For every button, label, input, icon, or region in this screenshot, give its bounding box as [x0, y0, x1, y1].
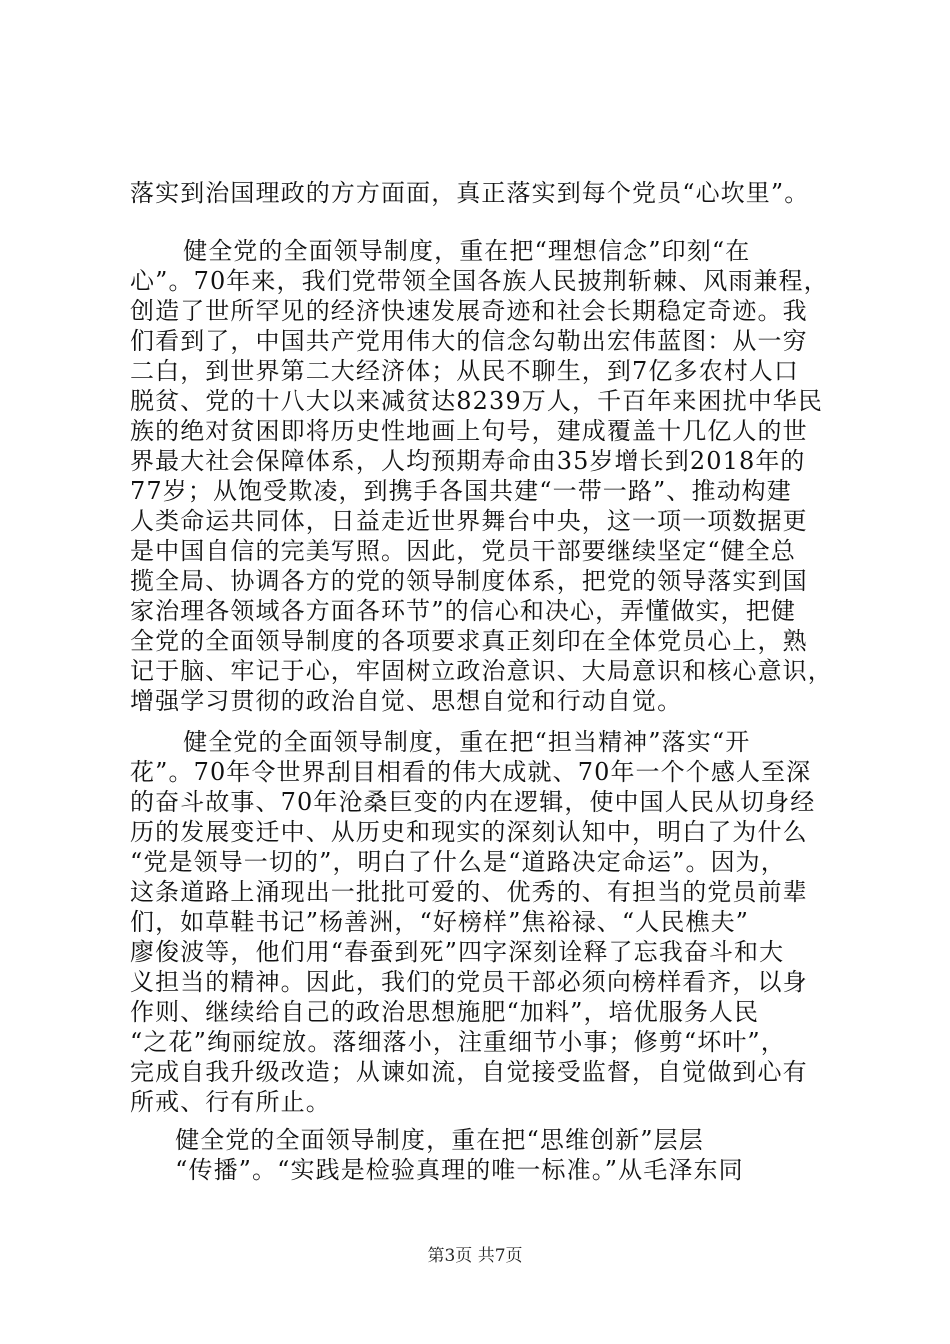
text-line: 是中国自信的完美写照。因此，党员干部要继续坚定“健全总 [130, 537, 796, 565]
text-line: 们，如草鞋书记”杨善洲，“好榜样”焦裕禄、“人民樵夫” [130, 908, 750, 936]
text-line: 所戒、行有所止。 [130, 1088, 331, 1116]
text-line: 创造了世所罕见的经济快速发展奇迹和社会长期稳定奇迹。我 [130, 297, 808, 325]
text-line: 人类命运共同体，日益走近世界舞台中央，这一项一项数据更 [130, 507, 808, 535]
text-line: 记于脑、牢记于心，牢固树立政治意识、大局意识和核心意识， [130, 657, 833, 685]
paragraph-first-line: 健全党的全面领导制度，重在把“思维创新”层层 [150, 1126, 704, 1154]
page-number-footer: 第3页 共7页 [427, 1246, 523, 1266]
text-line: 落实到治国理政的方方面面，真正落实到每个党员“心坎里”。 [130, 179, 810, 207]
text-line: 增强学习贯彻的政治自觉、思想自觉和行动自觉。 [130, 687, 683, 715]
text-line: 脱贫、党的十八大以来减贫达8239万人，千百年来困扰中华民 [130, 387, 823, 415]
text-line: 花”。70年令世界刮目相看的伟大成就、70年一个个感人至深 [130, 758, 812, 786]
text-line: 完成自我升级改造；从谏如流，自觉接受监督，自觉做到心有 [130, 1058, 808, 1086]
text-line: 的奋斗故事、70年沧桑巨变的内在逻辑，使中国人民从切身经 [130, 788, 816, 816]
paragraph-first-line: 健全党的全面领导制度，重在把“担当精神”落实“开 [158, 728, 751, 756]
text-line: 心”。70年来，我们党带领全国各族人民披荆斩棘、风雨兼程， [130, 267, 829, 295]
paragraph-first-line: 健全党的全面领导制度，重在把“理想信念”印刻“在 [158, 237, 751, 265]
text-line: 们看到了，中国共产党用伟大的信念勾勒出宏伟蓝图：从一穷 [130, 327, 808, 355]
text-line: “党是领导一切的”，明白了什么是“道路决定命运”。因为， [130, 848, 786, 876]
text-line: 作则、继续给自己的政治思想施肥“加料”，培优服务人民 [130, 998, 760, 1026]
text-line: “传播”。“实践是检验真理的唯一标准。”从毛泽东同 [150, 1156, 744, 1184]
text-line: 家治理各领域各方面各环节”的信心和决心，弄懂做实，把健 [130, 597, 796, 625]
text-line: 历的发展变迁中、从历史和现实的深刻认知中，明白了为什么 [130, 818, 808, 846]
text-line: 77岁；从饱受欺凌，到携手各国共建“一带一路”、推动构建 [130, 477, 792, 505]
text-line: 这条道路上涌现出一批批可爱的、优秀的、有担当的党员前辈 [130, 878, 808, 906]
text-line: 界最大社会保障体系，人均预期寿命由35岁增长到2018年的 [130, 447, 806, 475]
text-line: 全党的全面领导制度的各项要求真正刻印在全体党员心上，熟 [130, 627, 808, 655]
text-line: 揽全局、协调各方的党的领导制度体系，把党的领导落实到国 [130, 567, 808, 595]
text-line: 族的绝对贫困即将历史性地画上句号，建成覆盖十几亿人的世 [130, 417, 808, 445]
text-line: 义担当的精神。因此，我们的党员干部必须向榜样看齐，以身 [130, 968, 808, 996]
text-line: 二白，到世界第二大经济体；从民不聊生，到7亿多农村人口 [130, 357, 799, 385]
text-line: 廖俊波等，他们用“春蚕到死”四字深刻诠释了忘我奋斗和大 [130, 938, 785, 966]
text-line: “之花”绚丽绽放。落细落小，注重细节小事；修剪“坏叶”， [130, 1028, 786, 1056]
